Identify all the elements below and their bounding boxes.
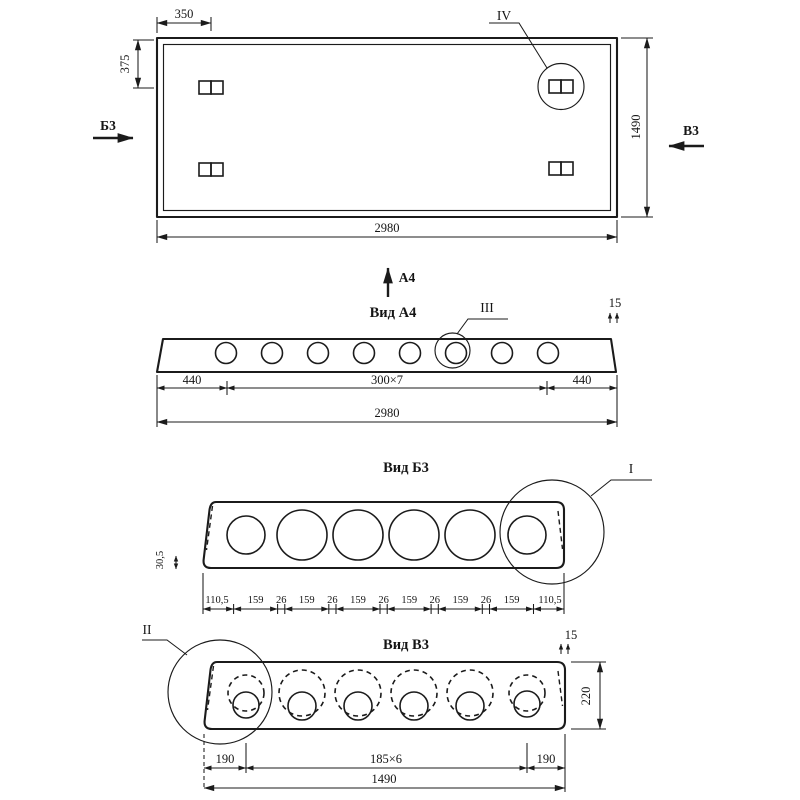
weld-mark-15-label: 15 [608,296,622,310]
view-marker-b3-label: Б3 [100,118,116,133]
weld-mark-arrows [610,313,617,323]
detail-ii-label: II [142,622,152,637]
dim-30-5-label: 30,5 [155,550,166,570]
plan-inner-edge [164,45,611,211]
detail-ii-leader [142,640,187,655]
svg-text:159: 159 [298,595,315,606]
chain-labels [205,595,561,606]
view-a4 [157,268,621,427]
svg-text:26: 26 [275,595,287,606]
view-b3-title: Вид Б3 [383,460,429,476]
detail-i-label: I [628,461,634,476]
dim-375-label: 375 [118,54,132,74]
plan-view [93,7,704,243]
dim-190-right-label: 190 [536,752,556,766]
svg-text:159: 159 [452,595,469,606]
weld-mark-arrows-v3 [561,644,568,654]
dim-300x7-label: 300×7 [370,373,404,387]
slab-end-v3-hidden-holes [228,670,545,716]
dim-190-left-label: 190 [215,752,235,766]
detail-iv-leader [489,23,547,68]
svg-text:26: 26 [327,595,338,606]
plan-outer-edge [157,38,617,217]
direction-a4-label: А4 [398,270,416,285]
lifting-loop-top-left [199,81,223,94]
dim-440-right-label: 440 [572,373,592,387]
dim-2980-a4-label: 2980 [374,406,400,420]
svg-text:110,5: 110,5 [205,595,229,606]
dim-440-left-label: 440 [182,373,202,387]
lifting-loop-bottom-left [199,163,223,176]
lifting-loop-top-right [549,80,573,93]
slab-end-b3-holes [227,510,546,560]
dim-220-label: 220 [579,686,593,706]
slab-side-holes [216,343,559,364]
svg-text:159: 159 [247,595,264,606]
detail-i-leader [591,480,652,496]
dim-185x6-label: 185×6 [369,752,403,766]
view-v3-title: Вид В3 [383,637,429,653]
detail-iii-leader [457,319,508,334]
slab-side-outline [157,339,616,372]
dim-1490-label: 1490 [629,114,643,140]
view-b3 [155,460,652,614]
detail-iii-label: III [480,300,494,315]
weld-mark-15-v3-label: 15 [564,628,578,642]
dim-1490-v3-label: 1490 [371,772,397,786]
svg-text:110,5: 110,5 [538,595,562,606]
svg-text:26: 26 [378,595,389,606]
dim-2980-label: 2980 [374,221,400,235]
dim-350-label: 350 [174,7,194,21]
view-v3 [142,622,606,792]
chamfer-hidden-right-v3 [558,671,563,706]
detail-iv-label: IV [496,8,512,23]
svg-text:159: 159 [350,595,366,606]
svg-text:159: 159 [503,595,520,606]
svg-text:159: 159 [401,595,418,606]
svg-text:26: 26 [429,595,441,606]
chamfer-hidden-right [558,511,563,549]
svg-text:26: 26 [480,595,492,606]
slab-end-v3-holes [233,691,540,720]
lifting-loop-bottom-right [549,162,573,175]
view-a4-title: Вид А4 [369,305,417,321]
slab-end-v3-outline [205,662,565,729]
view-marker-v3-label: В3 [683,123,699,138]
